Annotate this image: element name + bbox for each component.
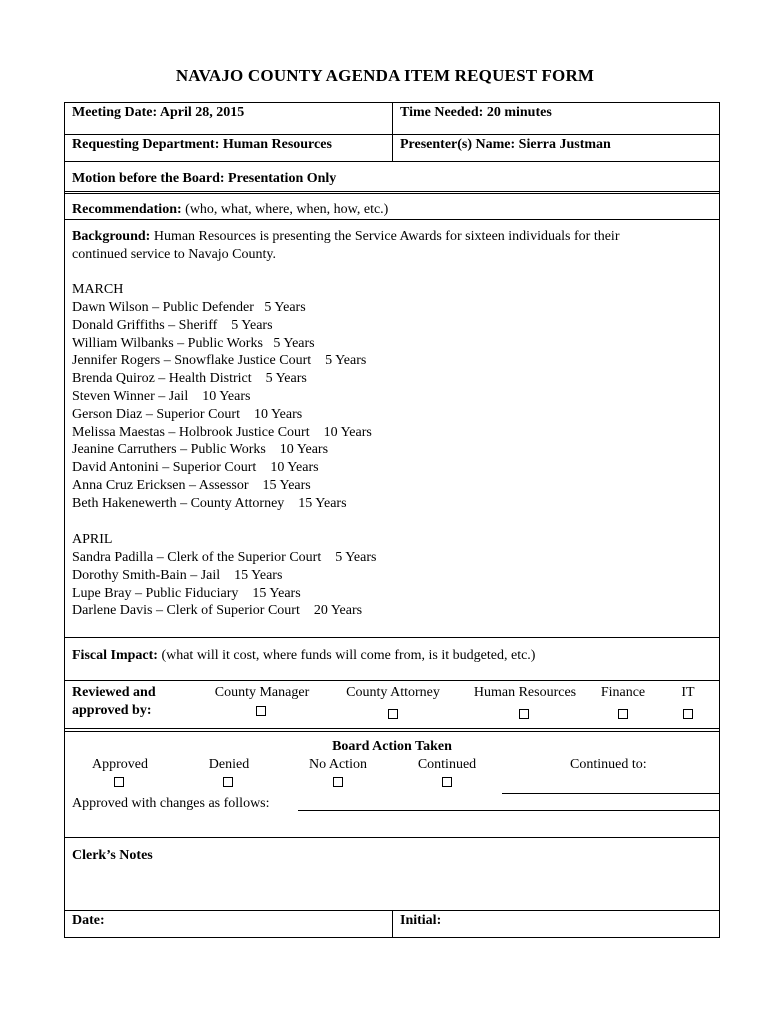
presenter-name: Presenter(s) Name: Sierra Justman [400,137,611,152]
initial-label: Initial: [400,913,442,928]
april-heading: APRIL [72,532,113,547]
recommendation-hint: (who, what, where, when, how, etc.) [185,202,389,217]
action-approved-label: Approved [92,757,148,772]
list-item: Gerson Diaz – Superior Court 10 Years [72,406,303,422]
row-divider [64,837,720,838]
reviewed-label-line-2: approved by: [72,703,152,718]
list-item: Anna Cruz Ericksen – Assessor 15 Years [72,477,311,493]
row-divider [64,731,720,732]
clerks-notes-label: Clerk’s Notes [72,848,153,863]
recommendation-label: Recommendation: [72,202,182,217]
list-item: Sandra Padilla – Clerk of the Superior Court 5 Years [72,550,377,565]
approved-checkbox[interactable] [114,777,124,787]
row-divider [64,219,720,220]
form-title: NAVAJO COUNTY AGENDA ITEM REQUEST FORM [175,66,595,85]
fiscal-impact [72,647,535,665]
it-checkbox[interactable] [683,709,693,719]
row-divider [64,193,720,194]
reviewed-label-line-1: Reviewed and [72,685,156,700]
column-divider [392,102,393,161]
list-item: Brenda Quiroz – Health District 5 Years [72,371,307,387]
action-continued-label: Continued [417,757,477,772]
action-no-action-label: No Action [309,757,367,772]
continued-to-label: Continued to: [570,757,647,772]
reviewer-finance: Finance [600,685,646,700]
county-attorney-checkbox[interactable] [388,709,398,719]
march-list [72,299,372,513]
row-divider [64,191,720,192]
human-resources-checkbox[interactable] [519,709,529,719]
row-divider [64,637,720,638]
continued-checkbox[interactable] [442,777,452,787]
fiscal-impact-hint: (what will it cost, where funds will come from, is it budgeted, etc.) [161,648,536,663]
approved-changes-field[interactable] [298,810,720,811]
action-denied-label: Denied [208,757,250,772]
april-list [72,549,376,620]
background-text: Human Resources is presenting the Service Awards for sixteen individuals for their [153,229,620,244]
column-divider [392,910,393,938]
list-item: William Wilbanks – Public Works 5 Years [72,335,315,351]
background-line-2: continued service to Navajo County. [72,247,276,262]
row-divider [64,161,720,162]
time-needed: Time Needed: 20 minutes [400,105,552,120]
row-divider [64,728,720,729]
continued-to-field[interactable] [502,793,720,794]
requesting-department: Requesting Department: Human Resources [72,137,332,152]
list-item: Jennifer Rogers – Snowflake Justice Court 5 Years [72,353,367,369]
background-label: Background: [72,229,151,244]
county-manager-checkbox[interactable] [256,706,266,716]
march-heading: MARCH [72,282,124,297]
background-line-1 [72,228,620,246]
reviewer-county-attorney: County Attorney [346,685,440,700]
reviewer-human-resources: Human Resources [473,685,577,700]
list-item: Dawn Wilson – Public Defender 5 Years [72,300,306,315]
fiscal-impact-label: Fiscal Impact: [72,648,158,663]
recommendation [72,201,388,219]
list-item: Beth Hakenewerth – County Attorney 15 Years [72,495,347,511]
reviewer-it: IT [681,685,695,700]
board-action-title: Board Action Taken [332,739,452,754]
motion: Motion before the Board: Presentation Only [72,171,337,186]
list-item: David Antonini – Superior Court 10 Years [72,460,319,476]
no-action-checkbox[interactable] [333,777,343,787]
list-item: Lupe Bray – Public Fiduciary 15 Years [72,585,301,601]
date-label: Date: [72,913,105,928]
list-item: Jeanine Carruthers – Public Works 10 Years [72,442,329,458]
meeting-date: Meeting Date: April 28, 2015 [72,105,245,120]
list-item: Dorothy Smith-Bain – Jail 15 Years [72,567,283,583]
list-item: Darlene Davis – Clerk of Superior Court 20 Years [72,603,363,619]
approved-changes-label: Approved with changes as follows: [72,796,270,811]
finance-checkbox[interactable] [618,709,628,719]
list-item: Steven Winner – Jail 10 Years [72,388,251,404]
denied-checkbox[interactable] [223,777,233,787]
row-divider [64,680,720,681]
list-item: Donald Griffiths – Sheriff 5 Years [72,317,273,333]
list-item: Melissa Maestas – Holbrook Justice Court 10 Years [72,424,372,440]
reviewer-county-manager: County Manager [214,685,310,700]
